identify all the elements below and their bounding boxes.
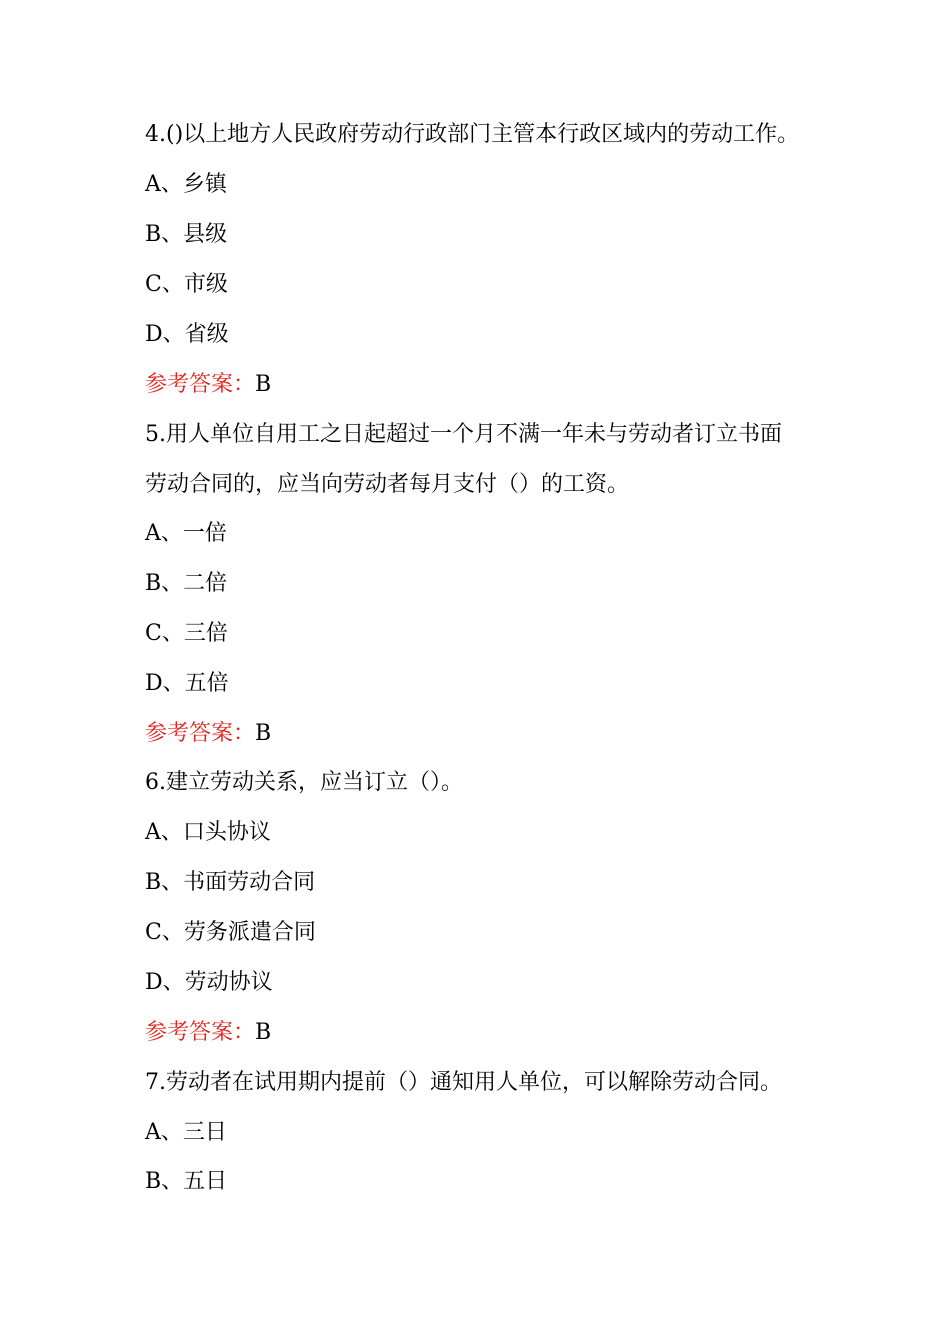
answer-value: B [255, 372, 272, 397]
answer-value: B [255, 721, 272, 746]
question-5-answer [145, 719, 271, 749]
question-5-stem-line-2: 劳动合同的，应当向劳动者每月支付（）的工资。 [145, 472, 630, 497]
question-6-option-c: C、劳务派遣合同 [145, 920, 316, 945]
question-6-option-b: B、书面劳动合同 [145, 870, 316, 895]
answer-label: 参考答案： [145, 372, 256, 397]
answer-label: 参考答案： [145, 1020, 256, 1045]
question-4-option-a: A、乡镇 [145, 172, 227, 197]
answer-value: B [255, 1020, 272, 1045]
answer-label: 参考答案： [145, 721, 256, 746]
question-5-option-d: D、五倍 [145, 671, 229, 696]
question-5-stem-line-1: 5.用人单位自用工之日起超过一个月不满一年未与劳动者订立书面 [145, 422, 782, 447]
question-4-stem: 4.()以上地方人民政府劳动行政部门主管本行政区域内的劳动工作。 [145, 122, 800, 147]
question-7-option-b: B、五日 [145, 1169, 228, 1194]
question-6-option-d: D、劳动协议 [145, 970, 273, 995]
question-6-option-a: A、口头协议 [145, 820, 271, 845]
question-6-answer [145, 1018, 271, 1048]
question-5-option-c: C、三倍 [145, 621, 228, 646]
question-6-stem: 6.建立劳动关系，应当订立（）。 [145, 770, 463, 795]
question-4-answer [145, 370, 271, 400]
question-7-stem: 7.劳动者在试用期内提前（）通知用人单位，可以解除劳动合同。 [145, 1070, 782, 1095]
question-7-option-a: A、三日 [145, 1120, 227, 1145]
question-5-option-a: A、一倍 [145, 521, 227, 546]
question-5-option-b: B、二倍 [145, 571, 228, 596]
question-4-option-d: D、省级 [145, 322, 229, 347]
question-4-option-c: C、市级 [145, 272, 228, 297]
question-4-option-b: B、县级 [145, 222, 228, 247]
